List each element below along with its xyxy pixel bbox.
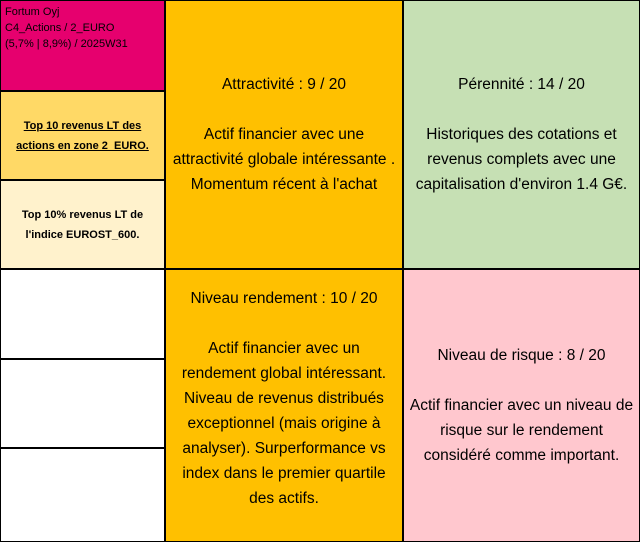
rendement-panel — [166, 270, 404, 541]
perennite-panel — [404, 1, 639, 270]
empty-cell-2 — [1, 360, 166, 449]
zone-ranking-badge: Top 10 revenus LT des actions en zone 2_EURO. — [16, 119, 149, 152]
empty-cell-1 — [1, 270, 166, 360]
attractivite-description: Actif financier avec une attractivité globale intéressante . Momentum récent à l'achat — [172, 126, 396, 193]
asset-header-cell — [1, 1, 166, 92]
asset-name: Fortum Oyj — [5, 6, 60, 18]
perennite-description: Historiques des cotations et revenus complets avec une capitalisation d'environ 1.4 G€. — [415, 126, 628, 193]
index-ranking-cell — [1, 181, 166, 270]
asset-yield-week: (5,7% | 8,9%) / 2025W31 — [5, 38, 128, 50]
rendement-description: Actif financier avec un rendement global intéressant. Niveau de revenus distribués exceptionnel (mais origine à analyser). Surperformance vs index dans le premier quartile des actifs. — [181, 340, 387, 507]
perennite-title: Pérennité : 14 / 20 — [458, 76, 585, 93]
index-ranking-badge: Top 10% revenus LT de l'indice EUROST_600. — [21, 208, 144, 241]
rendement-title: Niveau rendement : 10 / 20 — [190, 290, 378, 307]
risque-panel — [404, 270, 639, 541]
risque-title: Niveau de risque : 8 / 20 — [437, 347, 606, 364]
risque-description: Actif financier avec un niveau de risque sur le rendement considéré comme important. — [409, 397, 634, 464]
zone-ranking-cell — [1, 92, 166, 181]
attractivite-title: Attractivité : 9 / 20 — [221, 76, 347, 93]
empty-cell-3 — [1, 449, 166, 541]
attractivite-panel — [166, 1, 404, 270]
asset-category: C4_Actions / 2_EURO — [5, 22, 115, 34]
